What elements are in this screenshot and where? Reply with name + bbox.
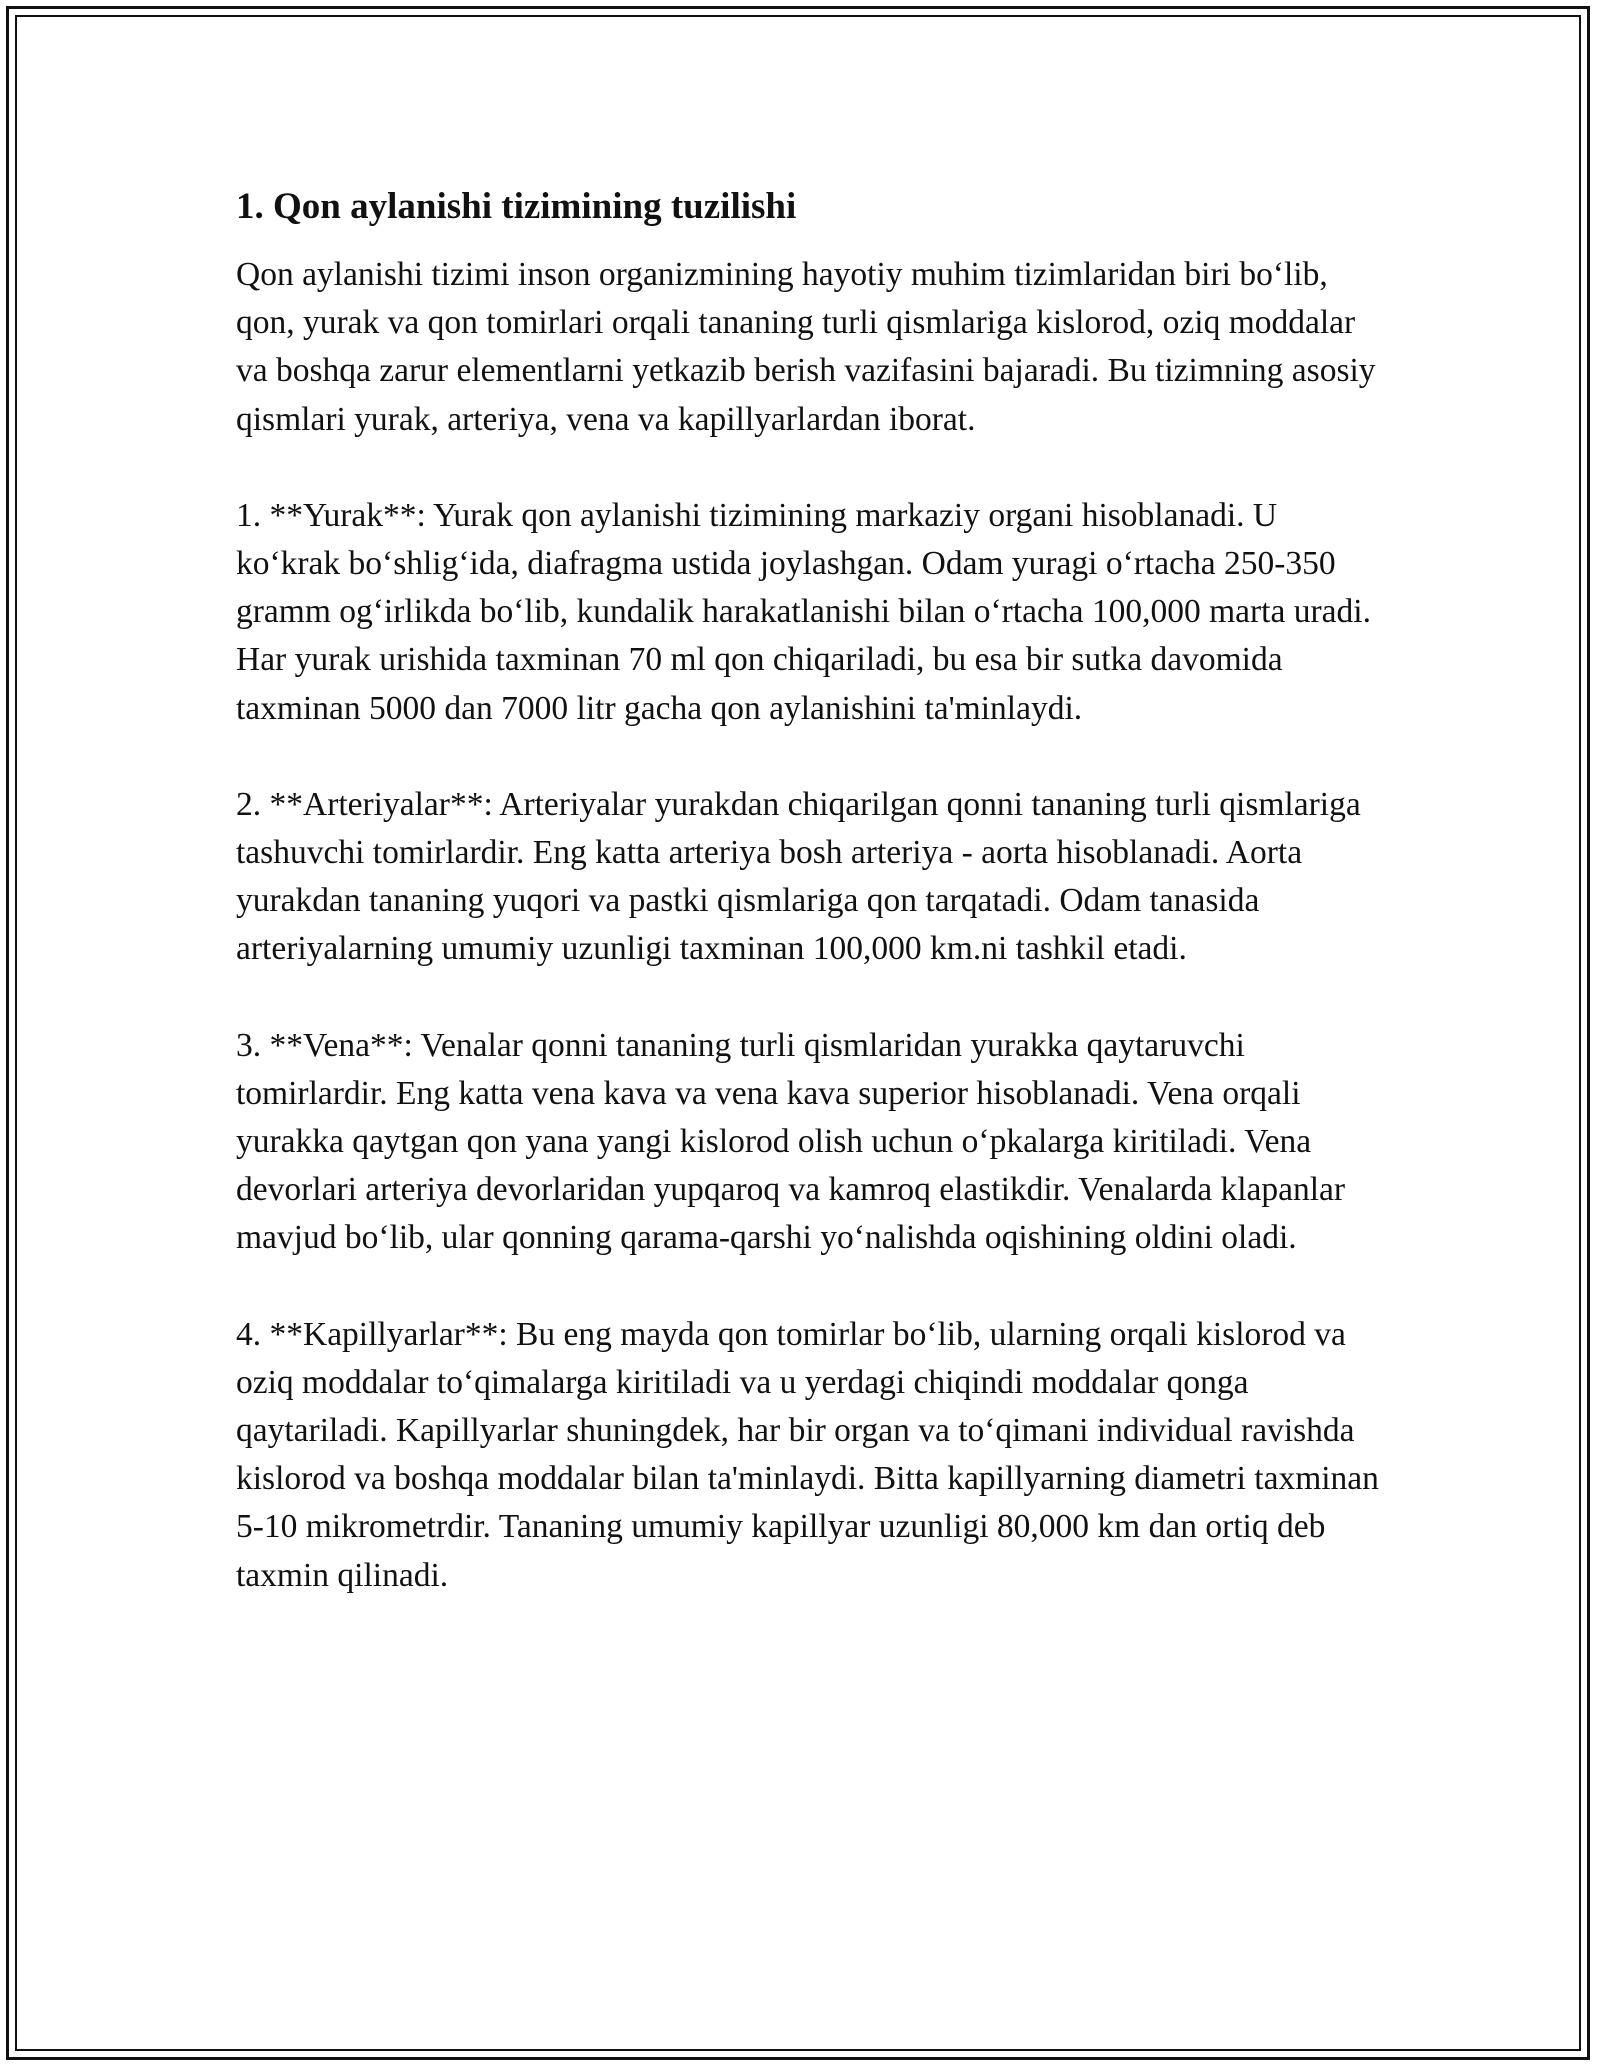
paragraph-vena: 3. **Vena**: Venalar qonni tananing turli qismlaridan yurakka qaytaruvchi tomirlardir. Eng katta vena kava va vena kava superior hisoblanadi. Vena orqali yurakka qaytgan qon yana yangi kislorod olish uchun o‘pkalarga kiritiladi. Vena devorlari arteriya devorlaridan yupqaroq va kamroq elastikdir. Venalarda klapanlar mavjud bo‘lib, ular qonning qarama-qarshi yo‘nalishda oqishining oldini oladi.: [236, 1026, 1346, 1257]
paragraph-kapillyarlar: 4. **Kapillyarlar**: Bu eng mayda qon tomirlar bo‘lib, ularning orqali kislorod va oziq moddalar to‘qimalarga kiritiladi va u yerdagi chiqindi moddalar qonga qaytariladi. Kapillyarlar shuningdek, har bir organ va to‘qimani individual ravishda kislorod va boshqa moddalar bilan ta'minlaydi. Bitta kapillyarning diametri taxminan 5-10 mikrometrdir. Tananing umumiy kapillyar uzunligi 80,000 km dan ortiq deb taxmin qilinadi.: [236, 1315, 1379, 1594]
document-body: [236, 185, 1386, 1648]
paragraph-arteriyalar: 2. **Arteriyalar**: Arteriyalar yurakdan chiqarilgan qonni tananing turli qismlariga tashuvchi tomirlardir. Eng katta arteriya bosh arteriya - aorta hisoblanadi. Aorta yurakdan tananing yuqori va pastki qismlariga qon tarqatadi. Odam tanasida arteriyalarning umumiy uzunligi taxminan 100,000 km.ni tashkil etadi.: [236, 785, 1361, 968]
paragraph-yurak: 1. **Yurak**: Yurak qon aylanishi tizimining markaziy organi hisoblanadi. U ko‘krak bo‘shlig‘ida, diafragma ustida joylashgan. Odam yuragi o‘rtacha 250-350 gramm og‘irlikda bo‘lib, kundalik harakatlanishi bilan o‘rtacha 100,000 marta uradi. Har yurak urishida taxminan 70 ml qon chiqariladi, bu esa bir sutka davomida taxminan 5000 dan 7000 litr gacha qon aylanishini ta'minlaydi.: [236, 496, 1371, 727]
section-heading: 1. Qon aylanishi tizimining tuzilishi: [236, 186, 797, 227]
intro-paragraph: Qon aylanishi tizimi inson organizmining hayotiy muhim tizimlaridan biri bo‘lib, qon, yurak va qon tomirlari orqali tananing turli qismlariga kislorod, oziq moddalar va boshqa zarur elementlarni yetkazib berish vazifasini bajaradi. Bu tizimning asosiy qismlari yurak, arteriya, vena va kapillyarlardan iborat.: [236, 256, 1376, 438]
